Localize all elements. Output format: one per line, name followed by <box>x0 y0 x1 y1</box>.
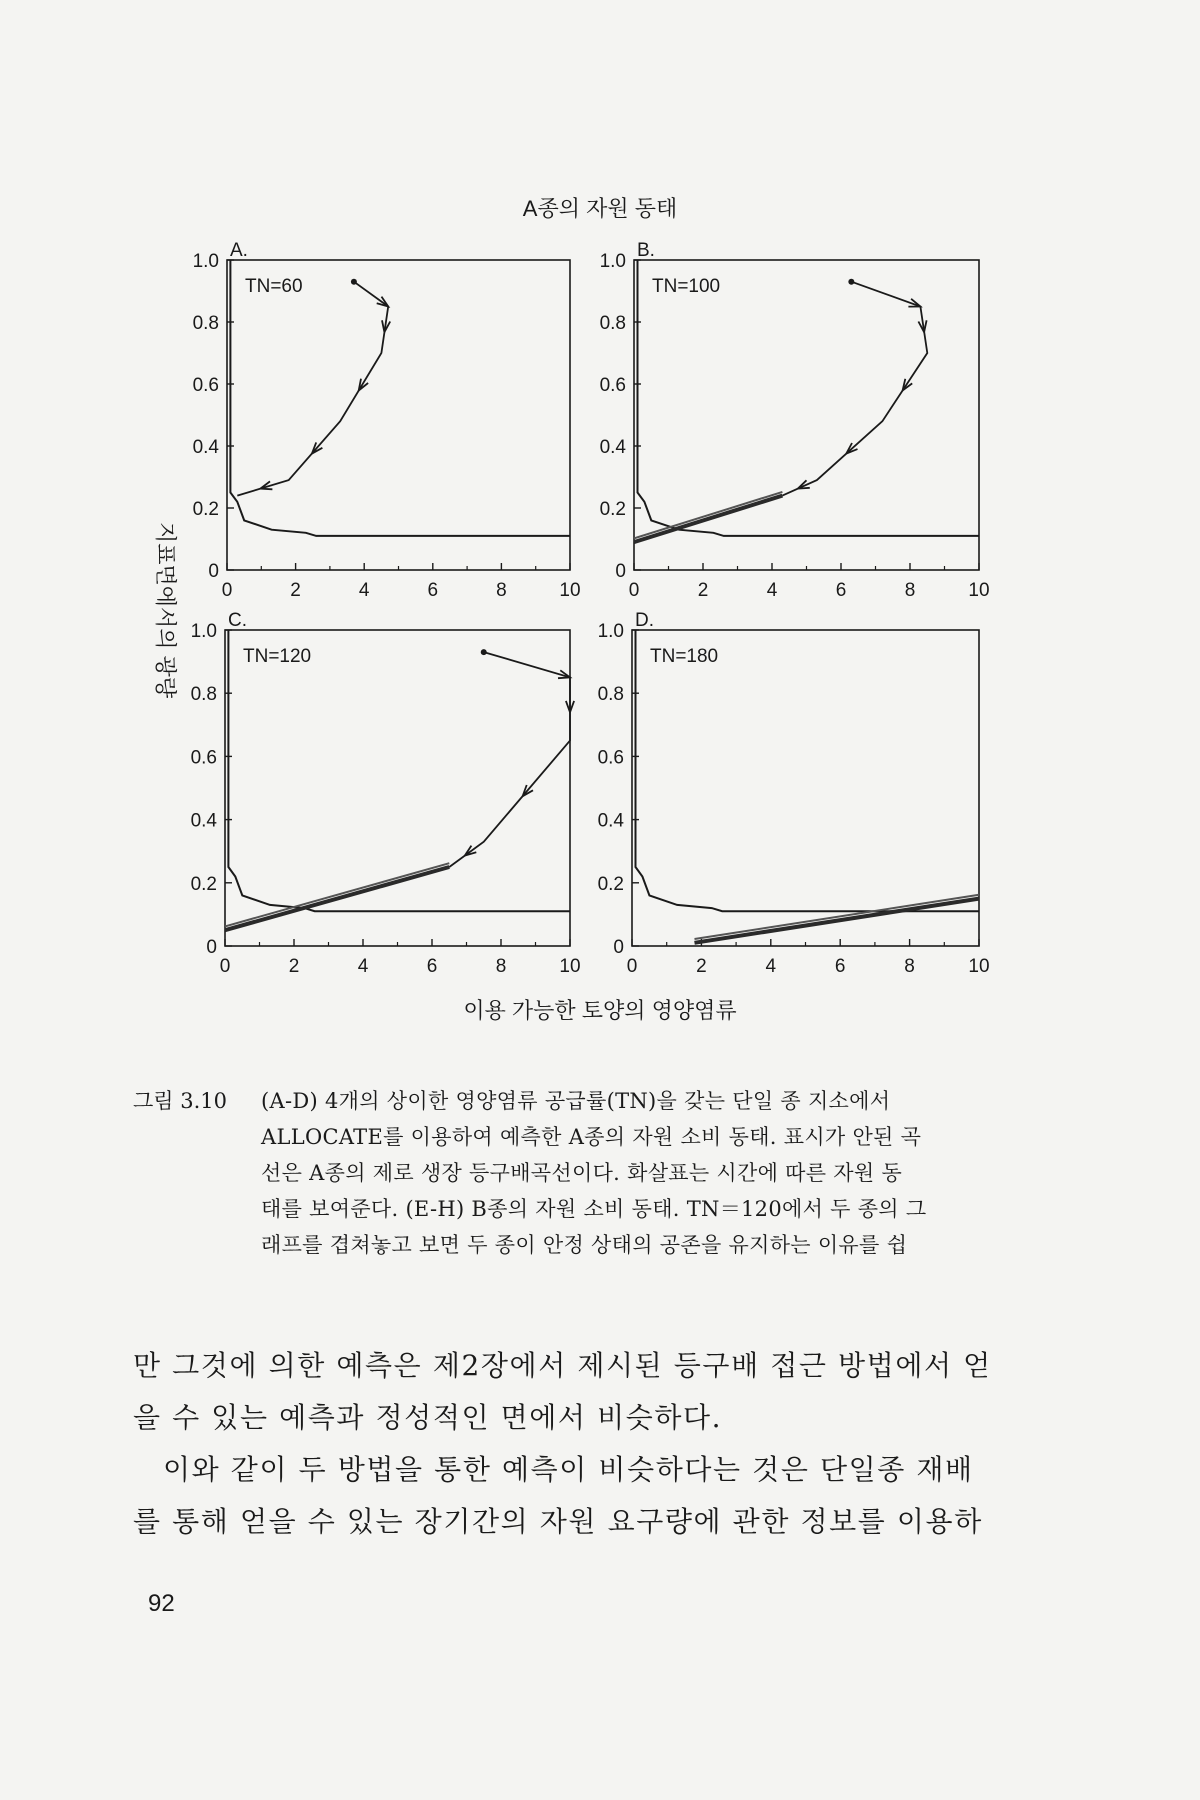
y-axis-label: 지표면에서의 광량 <box>153 521 178 699</box>
x-tick-label: 10 <box>968 580 990 601</box>
caption-line: 래프를 겹쳐놓고 보면 두 종이 안정 상태의 공존을 유지하는 이유를 쉽 <box>261 1233 908 1257</box>
y-tick-label: 0.2 <box>599 499 626 520</box>
y-tick-label: 0.8 <box>599 313 626 334</box>
x-tick-label: 2 <box>696 956 707 977</box>
zngi-curve <box>228 630 570 911</box>
equilibrium-band-edge <box>695 895 980 939</box>
y-tick-label: 0 <box>615 561 626 582</box>
tn-label: TN=100 <box>652 276 721 297</box>
trajectory-start-dot <box>351 279 357 285</box>
caption-line: 태를 보여준다. (E-H) B종의 자원 소비 동태. TN＝120에서 두 종의 그 <box>261 1197 927 1221</box>
x-tick-label: 2 <box>697 580 709 601</box>
x-tick-label: 2 <box>290 580 301 601</box>
figure-title: A종의 자원 동태 <box>522 196 678 221</box>
x-tick-label: 2 <box>288 956 300 977</box>
y-tick-label: 0.8 <box>597 684 624 706</box>
equilibrium-band-edge <box>225 863 449 926</box>
y-tick-label: 0.4 <box>599 437 626 458</box>
plot-frame <box>632 630 979 946</box>
chart-panel-2 <box>600 240 990 601</box>
caption-label: 그림 3.10 <box>133 1089 228 1113</box>
tn-label: TN=120 <box>243 646 312 667</box>
caption-line: ALLOCATE를 이용하여 예측한 A종의 자원 소비 동태. 표시가 안된 곡 <box>261 1125 922 1149</box>
x-tick-label: 6 <box>834 956 846 977</box>
resource-trajectory <box>449 652 570 867</box>
trajectory-arrowhead <box>359 379 368 391</box>
x-tick-label: 4 <box>358 580 370 601</box>
zngi-curve <box>638 260 980 536</box>
y-tick-label: 0 <box>206 937 217 958</box>
tn-label: TN=60 <box>245 276 303 297</box>
x-tick-label: 10 <box>968 956 990 977</box>
x-tick-label: 6 <box>427 580 439 601</box>
plot-frame <box>634 260 979 570</box>
caption-line: 선은 A종의 제로 생장 등구배곡선이다. 화살표는 시간에 따른 자원 동 <box>261 1161 903 1185</box>
x-tick-label: 4 <box>357 956 369 977</box>
y-tick-label: 0.8 <box>190 684 217 706</box>
panel-letter: A. <box>230 240 248 261</box>
y-tick-label: 0.6 <box>597 747 624 769</box>
y-tick-label: 0.4 <box>597 810 624 832</box>
y-tick-label: 0.6 <box>599 375 626 396</box>
body-line: 를 통해 얻을 수 있는 장기간의 자원 요구량에 관한 정보를 이용하 <box>133 1505 983 1538</box>
y-tick-label: 0.6 <box>192 375 219 396</box>
y-tick-label: 0 <box>208 561 219 582</box>
y-tick-label: 0.2 <box>597 873 624 895</box>
trajectory-start-dot <box>481 649 487 655</box>
x-tick-label: 0 <box>221 580 233 601</box>
zngi-curve <box>230 260 570 536</box>
equilibrium-band <box>225 867 449 930</box>
y-tick-label: 1.0 <box>599 251 626 272</box>
chart-panel-1 <box>193 240 581 601</box>
x-axis-label: 이용 가능한 토양의 영양염류 <box>463 998 737 1023</box>
y-tick-label: 1.0 <box>190 621 217 642</box>
x-tick-label: 0 <box>626 956 638 977</box>
caption-line: (A-D) 4개의 상이한 영양염류 공급률(TN)을 갖는 단일 종 지소에서 <box>261 1089 891 1113</box>
x-tick-label: 4 <box>765 956 777 977</box>
y-tick-label: 0.8 <box>192 313 219 334</box>
plot-frame <box>227 260 570 570</box>
body-paragraphs <box>133 1340 1033 1548</box>
caption-body <box>261 1083 1033 1263</box>
chart-panel-4 <box>598 610 990 977</box>
body-line: 만 그것에 의한 예측은 제2장에서 제시된 등구배 접근 방법에서 얻 <box>133 1349 992 1382</box>
x-tick-label: 8 <box>496 580 507 601</box>
tn-label: TN=180 <box>650 646 719 667</box>
trajectory-start-dot <box>848 279 854 285</box>
x-tick-label: 4 <box>766 580 778 601</box>
page-number: 92 <box>148 1590 175 1617</box>
x-tick-label: 8 <box>904 580 916 601</box>
chart-panels <box>191 240 990 977</box>
x-tick-label: 0 <box>219 956 231 977</box>
y-tick-label: 0.2 <box>192 499 219 520</box>
resource-trajectory <box>237 282 388 496</box>
y-tick-label: 0.6 <box>190 747 217 769</box>
panel-letter: B. <box>637 240 655 261</box>
y-tick-label: 1.0 <box>597 621 624 642</box>
x-tick-label: 8 <box>904 956 915 977</box>
x-tick-label: 10 <box>559 956 581 977</box>
y-tick-label: 1.0 <box>192 251 219 272</box>
body-line: 이와 같이 두 방법을 통한 예측이 비슷하다는 것은 단일종 재배 <box>163 1453 974 1486</box>
x-tick-label: 6 <box>835 580 847 601</box>
x-tick-label: 0 <box>628 580 640 601</box>
y-tick-label: 0.4 <box>192 437 219 458</box>
plot-frame <box>225 630 570 946</box>
equilibrium-band <box>695 899 980 943</box>
x-tick-label: 10 <box>559 580 581 601</box>
chart-panel-3 <box>191 610 581 977</box>
panel-letter: C. <box>228 610 247 631</box>
y-tick-label: 0.2 <box>190 873 217 895</box>
body-line: 을 수 있는 예측과 정성적인 면에서 비슷하다. <box>133 1401 723 1434</box>
x-tick-label: 6 <box>426 956 438 977</box>
zngi-curve <box>636 630 980 911</box>
y-tick-label: 0 <box>613 937 624 958</box>
y-tick-label: 0.4 <box>190 810 217 832</box>
panel-letter: D. <box>635 610 654 631</box>
x-tick-label: 8 <box>495 956 507 977</box>
